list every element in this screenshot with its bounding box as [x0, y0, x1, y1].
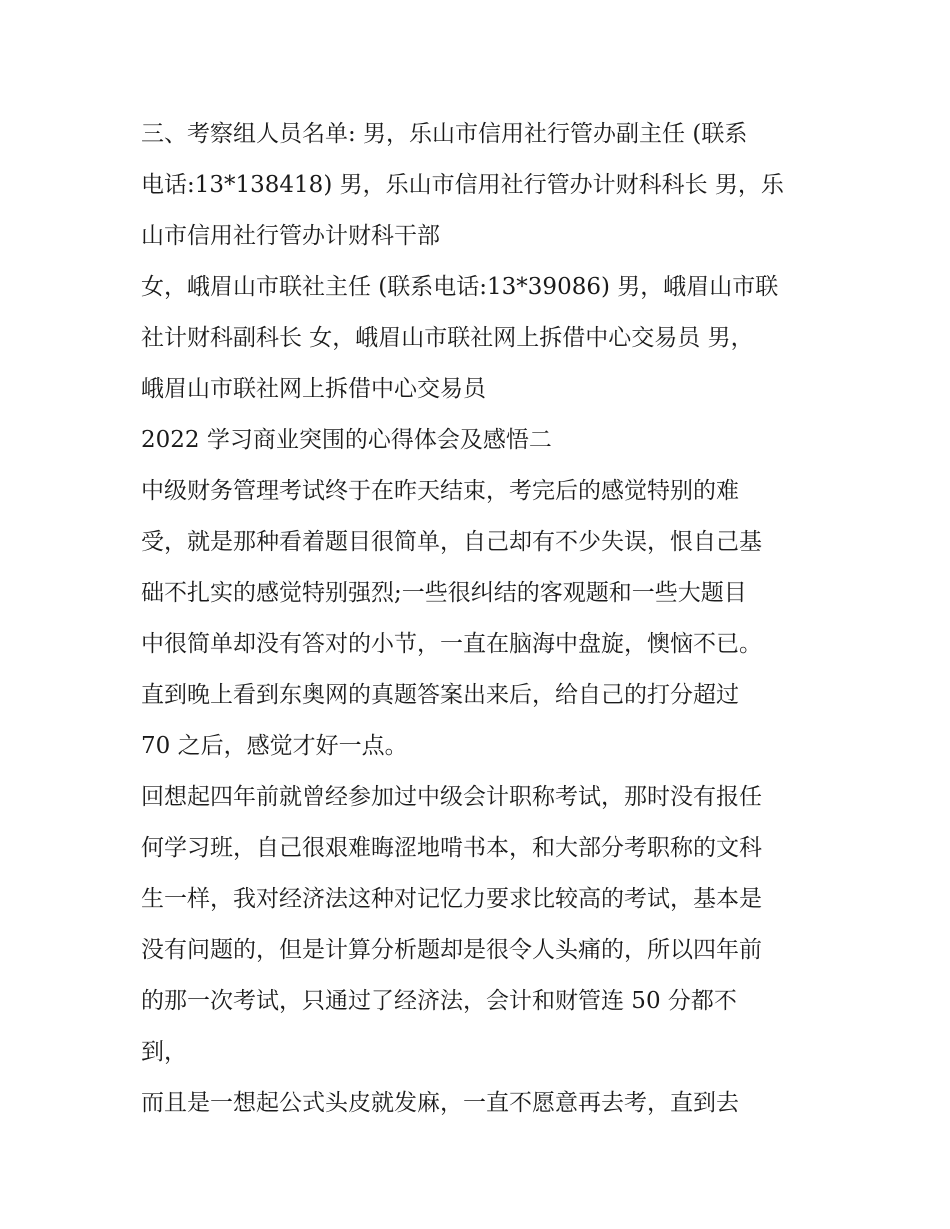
- text-line: 社计财科副科长 女，峨眉山市联社网上拆借中心交易员 男，: [141, 325, 754, 351]
- text-line: 中级财务管理考试终于在昨天结束，考完后的感觉特别的难: [141, 478, 739, 504]
- document-body: [141, 109, 821, 1129]
- text-line: 何学习班，自己很艰难晦涩地啃书本，和大部分考职称的文科: [141, 835, 762, 861]
- text-line: 没有问题的，但是计算分析题却是很令人头痛的，所以四年前: [141, 937, 762, 963]
- text-line: 直到晚上看到东奥网的真题答案出来后，给自己的打分超过: [141, 682, 739, 708]
- text-line: 的那一次考试，只通过了经济法，会计和财管连 50 分都不: [141, 988, 737, 1014]
- text-line: 70 之后，感觉才好一点。: [141, 733, 408, 759]
- text-line: 山市信用社行管办计财科干部: [141, 223, 440, 249]
- text-line: 而且是一想起公式头皮就发麻，一直不愿意再去考，直到去: [141, 1090, 739, 1116]
- text-line: 峨眉山市联社网上拆借中心交易员: [141, 376, 486, 402]
- text-line: 中很简单却没有答对的小节，一直在脑海中盘旋，懊恼不已。: [141, 631, 762, 657]
- text-line: 回想起四年前就曾经参加过中级会计职称考试，那时没有报任: [141, 784, 762, 810]
- text-line: 生一样，我对经济法这种对记忆力要求比较高的考试，基本是: [141, 886, 762, 912]
- text-line: 到，: [141, 1039, 187, 1065]
- text-line: 础不扎实的感觉特别强烈;一些很纠结的客观题和一些大题目: [141, 580, 747, 606]
- text-line: 女，峨眉山市联社主任 (联系电话:13*39086) 男，峨眉山市联: [141, 274, 779, 300]
- text-line: 三、考察组人员名单: 男，乐山市信用社行管办副主任 (联系: [141, 121, 748, 147]
- section-heading: 2022 学习商业突围的心得体会及感悟二: [141, 427, 552, 453]
- text-line: 受，就是那种看着题目很简单，自己却有不少失误，恨自己基: [141, 529, 762, 555]
- text-line: 电话:13*138418) 男，乐山市信用社行管办计财科科长 男，乐: [141, 172, 784, 198]
